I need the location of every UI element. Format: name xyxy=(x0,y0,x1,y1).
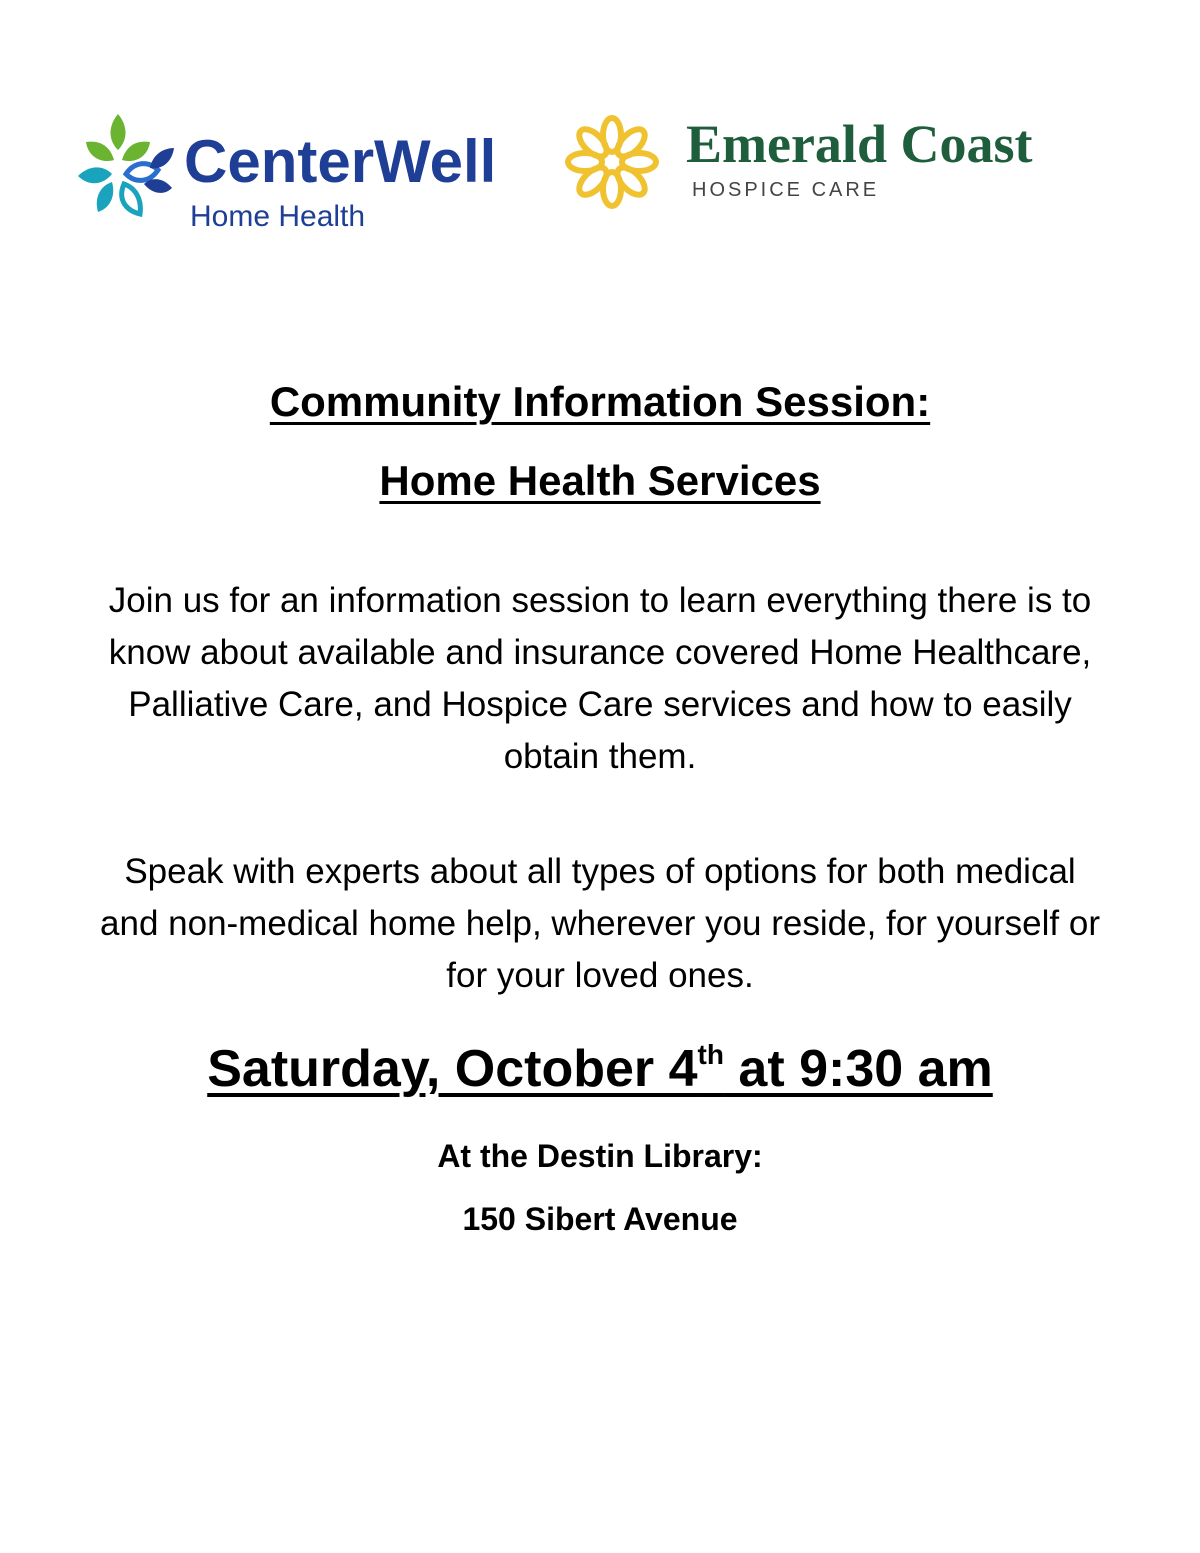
event-time: at 9:30 am xyxy=(723,1040,993,1098)
event-date-underlined xyxy=(207,1040,993,1098)
logo-row xyxy=(0,98,1200,238)
location-label: At the Destin Library: xyxy=(437,1138,763,1174)
emerald-flower-icon xyxy=(568,118,656,206)
session-subtitle-text: Home Health Services xyxy=(379,457,821,504)
session-title-text: Community Information Session: xyxy=(269,378,931,425)
centerwell-logo xyxy=(74,104,534,234)
session-subtitle xyxy=(0,453,1200,509)
session-title xyxy=(0,374,1200,430)
emerald-coast-logo xyxy=(560,112,1140,212)
emerald-coast-name: Emerald Coast xyxy=(686,114,1033,174)
intro-paragraph: Join us for an information session to learn everything there is to know about available and insurance covered Home Healthcare, Palliative Care, and Hospice Care services and how to easily obtain them. xyxy=(108,581,1092,776)
location-address: 150 Sibert Avenue xyxy=(462,1201,738,1237)
centerwell-flower-icon xyxy=(78,114,174,214)
centerwell-subtitle: Home Health xyxy=(190,200,366,233)
event-date-prefix: Saturday, October 4 xyxy=(207,1040,698,1098)
event-date-ordinal: th xyxy=(697,1039,724,1070)
event-date xyxy=(0,1020,1200,1104)
emerald-coast-subtitle: HOSPICE CARE xyxy=(692,179,880,201)
centerwell-name: CenterWell xyxy=(184,128,497,195)
experts-paragraph: Speak with experts about all types of options for both medical and non-medical home help, wherever you reside, for yourself or for your loved ones. xyxy=(100,852,1100,995)
